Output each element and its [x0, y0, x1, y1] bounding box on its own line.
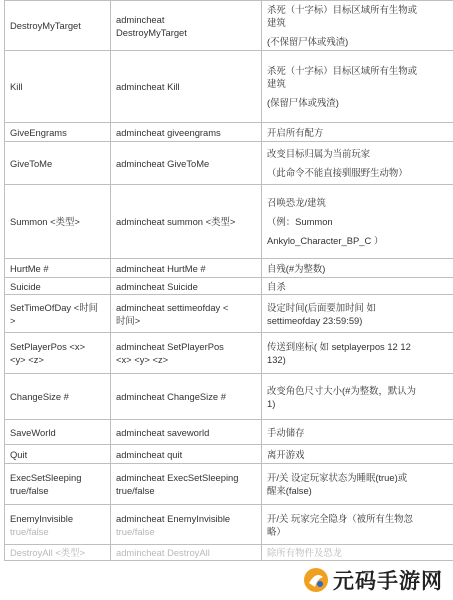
table-row	[5, 51, 453, 123]
cell-text: (保留尸体或残渣)	[267, 97, 339, 108]
command-cell	[5, 374, 111, 420]
logo-icon	[303, 567, 329, 593]
command-cell	[5, 295, 111, 333]
cell-text: admincheat HurtMe #	[116, 262, 206, 274]
cell-text: 杀死（十字标）目标区域所有生物或	[267, 65, 418, 76]
description-cell	[262, 123, 453, 142]
cell-text: Summon <类型>	[10, 216, 80, 227]
cell-text: admincheat	[116, 13, 165, 25]
description-cell	[262, 374, 453, 420]
admincheat-cell	[111, 420, 262, 445]
cell-text: ChangeSize #	[10, 391, 69, 402]
commands-table	[4, 0, 453, 561]
admincheat-cell	[111, 295, 262, 333]
cell-text: 开/关 玩家完全隐身（被所有生物忽	[267, 512, 413, 524]
cell-text: 建筑	[267, 17, 286, 28]
cell-text: GiveEngrams	[10, 126, 67, 138]
cell-text: DestroyMyTarget	[116, 26, 187, 38]
admincheat-cell	[111, 445, 262, 464]
command-cell	[5, 185, 111, 259]
command-cell	[5, 505, 111, 545]
cell-text: admincheat GiveToMe	[116, 157, 210, 169]
command-cell	[5, 464, 111, 505]
cell-text: ExecSetSleeping	[10, 472, 82, 483]
cell-text: 改变角色尺寸大小(#为整数，默认为	[267, 384, 416, 396]
cell-text: DestroyAll <类型>	[10, 547, 86, 558]
cell-text: DestroyMyTarget	[10, 20, 81, 31]
cell-text: admincheat SetPlayerPos	[116, 341, 224, 352]
cell-text: admincheat giveengrams	[116, 126, 221, 138]
command-cell	[5, 142, 111, 185]
table-row	[5, 1, 453, 51]
cell-text: 设定时间(后面要加时间 如	[267, 301, 376, 313]
description-cell	[262, 333, 453, 374]
cell-text: 时间>	[116, 314, 141, 326]
cell-text: 略）	[267, 525, 286, 537]
cell-text: 自杀	[267, 280, 286, 292]
cell-text: 改变目标归属为当前玩家	[267, 148, 371, 159]
admincheat-cell	[111, 185, 262, 259]
cell-text: 建筑	[267, 78, 286, 89]
description-cell	[262, 278, 453, 295]
description-cell	[262, 185, 453, 259]
cell-text: EnemyInvisible	[10, 512, 74, 524]
cell-text: SetPlayerPos <x>	[10, 341, 86, 352]
admincheat-cell	[111, 51, 262, 123]
cell-text: true/false	[116, 485, 155, 496]
watermark	[299, 566, 447, 594]
description-cell	[262, 445, 453, 464]
table-row	[5, 505, 453, 545]
cell-text: Suicide	[10, 280, 41, 292]
cell-text: admincheat EnemyInvisible	[116, 512, 231, 524]
description-cell	[262, 505, 453, 545]
table-row	[5, 545, 453, 561]
cell-text: admincheat quit	[116, 448, 183, 460]
cell-text: 开/关 设定玩家状态为睡眠(true)或	[267, 472, 408, 483]
cell-text: （此命令不能直接驯服野生动物）	[267, 167, 408, 178]
watermark-text: 元码手游网	[333, 569, 443, 593]
cell-text: 除所有物件及恐龙	[267, 547, 343, 558]
admincheat-cell	[111, 142, 262, 185]
description-cell	[262, 545, 453, 561]
description-cell	[262, 295, 453, 333]
command-cell	[5, 420, 111, 445]
table-row	[5, 374, 453, 420]
cell-text: GiveToMe	[10, 157, 53, 169]
command-cell	[5, 259, 111, 278]
description-cell	[262, 1, 453, 51]
cell-text: 132)	[267, 354, 286, 365]
admincheat-cell	[111, 374, 262, 420]
cell-text: <x> <y> <z>	[116, 354, 169, 365]
table-row	[5, 445, 453, 464]
cell-text: 传送到座标( 如 setplayerpos 12 12	[267, 341, 411, 352]
admincheat-cell	[111, 545, 262, 561]
command-cell	[5, 1, 111, 51]
command-cell	[5, 51, 111, 123]
admincheat-cell	[111, 464, 262, 505]
description-cell	[262, 464, 453, 505]
cell-text: 手动储存	[267, 426, 305, 438]
cell-text: admincheat Suicide	[116, 280, 198, 292]
cell-text: settimeofday 23:59:59)	[267, 314, 363, 326]
cell-text: 1)	[267, 397, 276, 409]
admincheat-cell	[111, 1, 262, 51]
cell-text: HurtMe #	[10, 262, 49, 274]
cell-text: 醒来(false)	[267, 485, 312, 496]
description-cell	[262, 142, 453, 185]
command-cell	[5, 445, 111, 464]
command-cell	[5, 545, 111, 561]
cell-text: 自残(#为整数)	[267, 262, 326, 274]
cell-text: admincheat ExecSetSleeping	[116, 472, 239, 483]
command-cell	[5, 333, 111, 374]
description-cell	[262, 420, 453, 445]
cell-text: >	[10, 314, 16, 326]
cell-text: admincheat Kill	[116, 81, 180, 92]
table-row	[5, 123, 453, 142]
cell-text: admincheat saveworld	[116, 426, 210, 438]
table-row	[5, 420, 453, 445]
command-cell	[5, 278, 111, 295]
cell-text: 开启所有配方	[267, 126, 324, 138]
cell-text: <y> <z>	[10, 354, 44, 365]
cell-text: admincheat DestroyAll	[116, 547, 210, 558]
table-row	[5, 295, 453, 333]
admincheat-cell	[111, 123, 262, 142]
cell-text: admincheat summon <类型>	[116, 216, 236, 227]
admincheat-cell	[111, 259, 262, 278]
cell-text: true/false	[10, 525, 49, 537]
admincheat-cell	[111, 505, 262, 545]
cell-text: true/false	[116, 525, 155, 537]
cell-text: (不保留尸体或残渣)	[267, 36, 349, 47]
cell-text: SaveWorld	[10, 426, 56, 438]
cell-text: Kill	[10, 81, 23, 92]
commands-table-body	[5, 1, 453, 561]
table-row	[5, 142, 453, 185]
cell-text: （例：Summon	[267, 216, 333, 227]
cell-text: SetTimeOfDay <时间	[10, 301, 98, 313]
table-row	[5, 333, 453, 374]
table-row	[5, 278, 453, 295]
cell-text: admincheat ChangeSize #	[116, 391, 226, 402]
cell-text: 离开游戏	[267, 448, 305, 460]
admincheat-cell	[111, 333, 262, 374]
command-cell	[5, 123, 111, 142]
cell-text: admincheat settimeofday <	[116, 301, 229, 313]
cell-text: Ankylo_Character_BP_C ）	[267, 235, 384, 246]
description-cell	[262, 259, 453, 278]
cell-text: true/false	[10, 485, 49, 496]
table-row	[5, 464, 453, 505]
admincheat-cell	[111, 278, 262, 295]
table-row	[5, 185, 453, 259]
cell-text: 杀死（十字标）目标区域所有生物或	[267, 4, 418, 15]
table-row	[5, 259, 453, 278]
cell-text: 召唤恐龙/建筑	[267, 197, 326, 208]
description-cell	[262, 51, 453, 123]
cell-text: Quit	[10, 448, 28, 460]
